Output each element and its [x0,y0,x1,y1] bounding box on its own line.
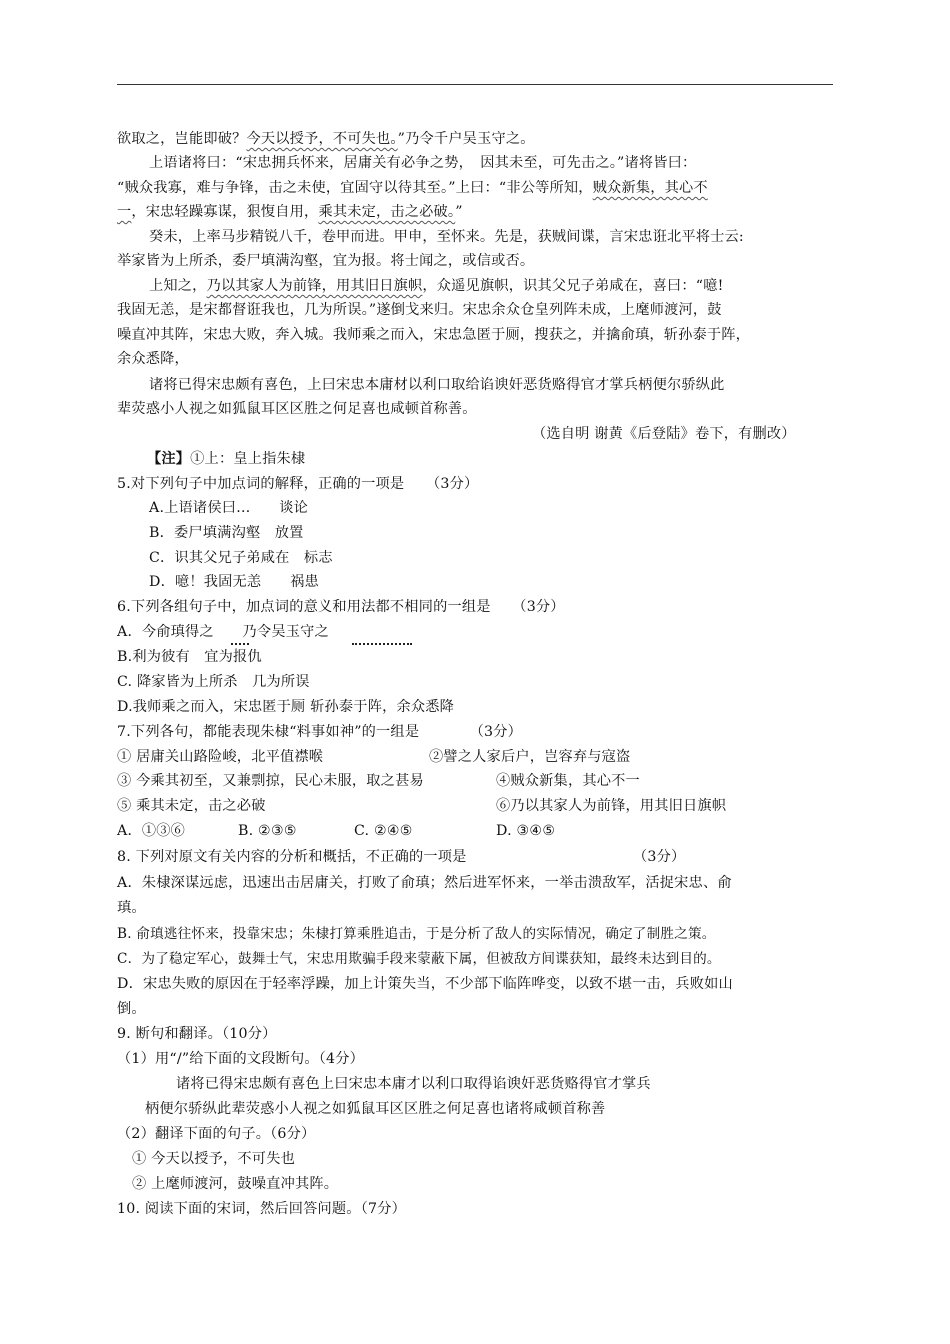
q7-item: ③ 今乘其初至，又兼剽掠，民心未服，取之甚易 [117,773,424,789]
q8-score: （3分） [633,849,686,865]
q8-option: D．宋忠失败的原因在于轻率浮躁，加上计策失当，不少部下临阵哗变，以致不堪一击，兵败如山 [117,976,733,992]
q9-sentence: ② 上麾师渡河，鼓噪直冲其阵。 [132,1176,339,1192]
q5-option: D．噫！我固无恙 祸患 [149,574,319,590]
q6-option: C. 降家皆为上所杀 几为所误 [117,674,310,690]
passage-line: 我固无恙，是宋都督诳我也，几为所误。”遂倒戈来归。宋忠余众仓皇列阵未成，上麾师渡河，鼓 [117,302,722,318]
q7-item: ②譬之人家后户，岂容弃与寇盗 [429,749,631,765]
marked-sentence: 今天以授予，不可失也。 [246,131,398,147]
q7-choice: A．①③⑥ [117,823,185,839]
q7-stem: 7.下列各句，都能表现朱棣“料事如神”的一组是 （3分） [117,724,523,740]
header-rule [117,84,833,85]
q8-option: C．为了稳定军心，鼓舞士气，宋忠用欺骗手段来蒙蔽下属，但被敌方间谍获知，最终未达到目的。 [117,951,721,967]
q9-part2: （2）翻译下面的句子。（6分） [117,1126,316,1142]
q8-option: 瑱。 [117,900,146,916]
passage-line: 噪直冲其阵，宋忠大败，奔入城。我师乘之而入，宋忠急匿于厕，搜获之，并擒俞瑱，斩孙泰于阵， [117,327,751,343]
q9-sentence: ① 今天以授予，不可失也 [132,1151,295,1167]
q9-text: 柄便尔骄纵此辈荧惑小人视之如狐鼠耳区区胜之何足喜也诸将咸顿首称善 [145,1101,606,1117]
passage-line: 诸将已得宋忠颇有喜色，上曰宋忠本庸材以利口取给谄谀奸恶货赂得官才掌兵柄便尔骄纵此 [149,377,725,393]
passage-line: 一，宋忠轻躁寡谋，狠愎自用，乘其未定，击之必破。” [117,204,463,220]
q7-choice: C. ②④⑤ [354,823,413,839]
q8-option: B. 俞瑱逃往怀来，投靠宋忠；朱棣打算乘胜追击，于是分析了敌人的实际情况，确定了制胜之策。 [117,926,716,942]
q7-choice: D. ③④⑤ [496,823,556,839]
q7-item: ⑥乃以其家人为前锋，用其旧日旗帜 [496,798,727,814]
q6-option: B.利为彼有 宜为报仇 [117,649,262,665]
q7-choice: B. ②③⑤ [238,823,297,839]
passage-line: “贼众我寡，难与争锋，击之未使，宜固守以待其至。”上曰：“非公等所知，贼众新集，其心不 [117,180,708,196]
q5-stem: 5.对下列句子中加点词的解释，正确的一项是 （3分） [117,476,479,492]
q9-part1: （1）用“/”给下面的文段断句。（4分） [117,1051,365,1067]
q8-option: A．朱棣深谋远虑，迅速出击居庸关，打败了俞瑱；然后进军怀来，一举击溃敌军，活捉宋忠、俞 [117,875,732,891]
q7-item: ⑤ 乘其未定，击之必破 [117,798,266,814]
q6-option: A．今俞瑱得之 乃令吴玉守之 [117,624,329,640]
marked-sentence: 贼众新集，其心不 [592,180,708,196]
q7-item: ① 居庸关山路险峻，北平值襟喉 [117,749,324,765]
q5-option: C．识其父兄子弟咸在 标志 [149,550,333,566]
emphasis-dots [231,643,249,645]
q5-option: A.上语诸侯曰… 谈论 [149,500,309,516]
q9-stem: 9. 断句和翻译。（10分） [117,1026,277,1042]
source-citation: （选自明 谢黄《后登陆》卷下，有删改） [532,426,796,442]
passage-line: 辈荧惑小人视之如狐鼠耳区区胜之何足喜也咸顿首称善。 [117,401,477,417]
q8-option: 倒。 [117,1001,146,1017]
q10-stem: 10. 阅读下面的宋词，然后回答问题。（7分） [117,1201,406,1217]
q5-option: B．委尸填满沟壑 放置 [149,525,304,541]
marked-sentence: 乘其未定，击之必破。 [318,204,456,220]
q7-item: ④贼众新集，其心不一 [496,773,640,789]
passage-line: 余众悉降， [117,351,189,367]
q9-text: 诸将已得宋忠颇有喜色上曰宋忠本庸才以利口取得谄谀奸恶货赂得官才掌兵 [176,1076,651,1092]
q8-stem: 8. 下列对原文有关内容的分析和概括，不正确的一项是 [117,849,467,865]
passage-line: 癸未，上率马步精锐八千，卷甲而进。甲申，至怀来。先是，获贼间谍，言宋忠诳北平将士云: [149,229,744,245]
q6-stem: 6.下列各组句子中，加点词的意义和用法都不相同的一组是 （3分） [117,599,565,615]
marked-sentence: 乃以其家人为前锋，用其旧日旗帜 [206,278,423,294]
passage-line: 上知之，乃以其家人为前锋，用其旧日旗帜，众遥见旗帜，识其父兄子弟咸在，喜曰：“噫! [149,278,724,294]
passage-line: 上语诸将曰：“宋忠拥兵怀来，居庸关有必争之势， 因其未至，可先击之。”诸将皆曰： [149,155,697,171]
passage-line: 欲取之，岂能即破？今天以授予，不可失也。”乃令千户吴玉守之。 [117,131,535,147]
q6-option: D.我师乘之而入，宋忠匿于厕 斩孙泰于阵，余众悉降 [117,699,455,715]
note: 【注】①上：皇上指朱棣 [147,451,306,467]
passage-line: 举家皆为上所杀，委尸填满沟壑，宜为报。将士闻之，或信或否。 [117,253,535,269]
emphasis-dots [352,643,412,645]
